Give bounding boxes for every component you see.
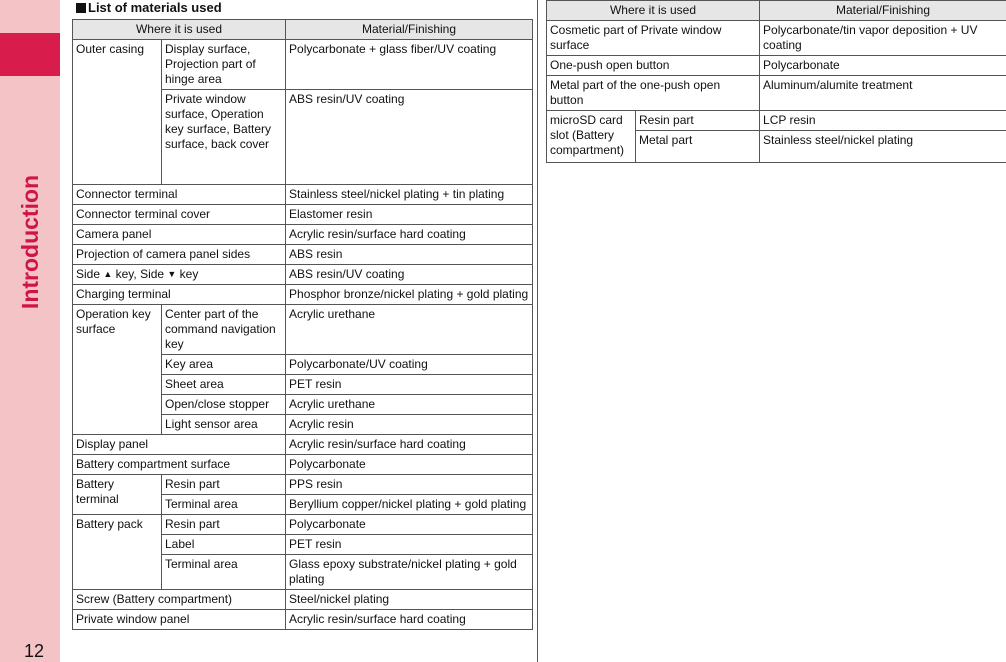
- heading-text: List of materials used: [88, 0, 222, 15]
- material-cell: Acrylic resin/surface hard coating: [286, 225, 533, 245]
- material-cell: Aluminum/alumite treatment: [760, 76, 1006, 111]
- materials-table-left: [72, 19, 533, 630]
- material-cell: Polycarbonate/tin vapor deposition + UV coating: [760, 21, 1006, 56]
- part-cell: Resin part: [636, 111, 760, 131]
- table-row: [547, 56, 1006, 76]
- table-row: [73, 285, 533, 305]
- part-cell: Private window surface, Operation key surface, Battery surface, back cover: [162, 90, 286, 185]
- material-cell: Elastomer resin: [286, 205, 533, 225]
- table-row: [73, 225, 533, 245]
- table-row: [73, 205, 533, 225]
- up-triangle-icon: ▲: [103, 269, 113, 279]
- square-bullet-icon: [76, 3, 86, 13]
- part-cell: Center part of the command navigation key: [162, 305, 286, 355]
- down-triangle-icon: ▼: [167, 269, 177, 279]
- part-cell: Display panel: [73, 435, 286, 455]
- material-cell: Phosphor bronze/nickel plating + gold plating: [286, 285, 533, 305]
- part-cell: Open/close stopper: [162, 395, 286, 415]
- page-number: 12: [24, 641, 45, 661]
- table-row: [73, 610, 533, 630]
- table-row: [73, 305, 533, 355]
- section-tab: [0, 33, 60, 76]
- material-cell: Polycarbonate: [286, 455, 533, 475]
- material-cell: Acrylic resin/surface hard coating: [286, 435, 533, 455]
- material-cell: ABS resin: [286, 245, 533, 265]
- material-cell: PET resin: [286, 375, 533, 395]
- part-cell: Charging terminal: [73, 285, 286, 305]
- material-cell: Stainless steel/nickel plating: [760, 131, 1006, 163]
- part-cell: Resin part: [162, 475, 286, 495]
- table-row: [73, 265, 533, 285]
- material-cell: Steel/nickel plating: [286, 590, 533, 610]
- material-cell: Polycarbonate/UV coating: [286, 355, 533, 375]
- header-where: Where it is used: [73, 20, 286, 40]
- part-cell: Cosmetic part of Private window surface: [547, 21, 760, 56]
- page-heading: [76, 0, 222, 15]
- material-cell: ABS resin/UV coating: [286, 90, 533, 185]
- table-header-row: [547, 1, 1006, 21]
- part-cell: One-push open button: [547, 56, 760, 76]
- part-cell: Light sensor area: [162, 415, 286, 435]
- table-row: [73, 455, 533, 475]
- part-cell: Projection of camera panel sides: [73, 245, 286, 265]
- section-label: Introduction: [16, 174, 43, 310]
- material-cell: Acrylic resin/surface hard coating: [286, 610, 533, 630]
- part-cell: [73, 265, 286, 285]
- side-key-text: key: [176, 267, 199, 281]
- part-cell: Key area: [162, 355, 286, 375]
- part-cell: Terminal area: [162, 555, 286, 590]
- table-row: [73, 185, 533, 205]
- part-cell: Connector terminal: [73, 185, 286, 205]
- group-cell: Battery terminal: [73, 475, 162, 515]
- part-cell: Label: [162, 535, 286, 555]
- group-cell: Battery pack: [73, 515, 162, 590]
- part-cell: Terminal area: [162, 495, 286, 515]
- part-cell: Camera panel: [73, 225, 286, 245]
- part-cell: Sheet area: [162, 375, 286, 395]
- table-row: [73, 435, 533, 455]
- part-cell: Screw (Battery compartment): [73, 590, 286, 610]
- table-row: [547, 76, 1006, 111]
- material-cell: Stainless steel/nickel plating + tin plating: [286, 185, 533, 205]
- table-row: [73, 590, 533, 610]
- table-row: [547, 21, 1006, 56]
- part-cell: Display surface, Projection part of hinge area: [162, 40, 286, 90]
- table-row: [73, 515, 533, 535]
- material-cell: Polycarbonate + glass fiber/UV coating: [286, 40, 533, 90]
- material-cell: PET resin: [286, 535, 533, 555]
- side-key-text: Side: [76, 267, 104, 281]
- table-row: [73, 40, 533, 90]
- table-row: [73, 245, 533, 265]
- material-cell: Glass epoxy substrate/nickel plating + gold plating: [286, 555, 533, 590]
- part-cell: Metal part: [636, 131, 760, 163]
- side-key-text: key, Side: [112, 267, 168, 281]
- material-cell: PPS resin: [286, 475, 533, 495]
- group-cell: Operation key surface: [73, 305, 162, 435]
- materials-table-right: [546, 0, 1006, 163]
- part-cell: Connector terminal cover: [73, 205, 286, 225]
- material-cell: Acrylic urethane: [286, 305, 533, 355]
- column-divider: [537, 0, 538, 662]
- header-where: Where it is used: [547, 1, 760, 21]
- material-cell: Beryllium copper/nickel plating + gold plating: [286, 495, 533, 515]
- sidebar: [0, 0, 60, 662]
- material-cell: Polycarbonate: [286, 515, 533, 535]
- part-cell: Private window panel: [73, 610, 286, 630]
- material-cell: Polycarbonate: [760, 56, 1006, 76]
- group-cell: Outer casing: [73, 40, 162, 185]
- header-material: Material/Finishing: [286, 20, 533, 40]
- group-cell: microSD card slot (Battery compartment): [547, 111, 636, 163]
- material-cell: Acrylic urethane: [286, 395, 533, 415]
- table-header-row: [73, 20, 533, 40]
- table-row: [73, 475, 533, 495]
- part-cell: Metal part of the one-push open button: [547, 76, 760, 111]
- material-cell: Acrylic resin: [286, 415, 533, 435]
- part-cell: Resin part: [162, 515, 286, 535]
- table-row: [547, 111, 1006, 131]
- material-cell: ABS resin/UV coating: [286, 265, 533, 285]
- material-cell: LCP resin: [760, 111, 1006, 131]
- header-material: Material/Finishing: [760, 1, 1006, 21]
- part-cell: Battery compartment surface: [73, 455, 286, 475]
